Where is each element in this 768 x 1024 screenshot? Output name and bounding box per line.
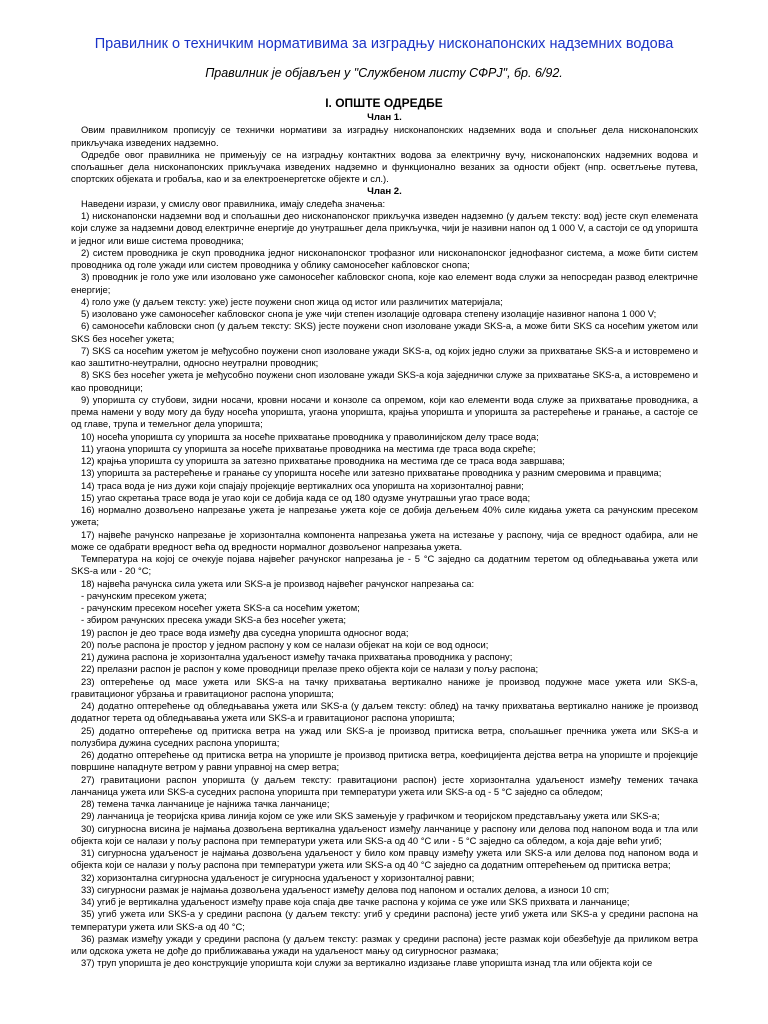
paragraph: 29) ланчаница је теоријска крива линија којом се уже или SKS замењује у графичком и теоријском представљању ужета или SKS-a; xyxy=(81,810,660,822)
paragraph: 5) изоловано уже самоносећег кабловског снопа је уже чији степен изолације одговара степену изолације називног напона 1 000 V; xyxy=(81,308,657,319)
paragraph: - рачунским пресеком носећег ужета SKS-a са носећим ужетом; xyxy=(81,602,360,613)
publication-note: Правилник је објављен у "Службеном листу СФРЈ", бр. 6/92. xyxy=(205,66,563,80)
paragraph: 13) упоришта за растерећење и гранање су упоришта носеће или затезно прихватање проводника у разним смеровима и правцима; xyxy=(81,467,662,479)
paragraph: 31) сигурносна удаљеност је најмања дозвољена удаљеност у било ком правцу између ужета или SKS-a или делова под напоном вода и објекта који се налази у пољу распона при температури ужета или SKS-a од 40 °C заједно са додатним оптерећењем од притиска ветра; xyxy=(71,847,698,871)
paragraph: 22) прелазни распон је распон у коме проводници прелазе преко објекта који се налази у пољу распона; xyxy=(81,663,539,675)
paragraph: 16) нормално дозвољено напрезање ужета је напрезање ужета које се добија дељењем 40% силе кидања ужета са рачунским пресеком ужета; xyxy=(71,504,698,528)
article-heading: Члан 1. xyxy=(367,112,402,123)
paragraph: 26) додатно оптерећење од притиска ветра на упориште је производ притиска ветра, коефицијента дејства ветра на упориште и пројекције површине нападнуте ветром у равни управној на смер ветра; xyxy=(71,749,698,773)
paragraph: 4) голо уже (у даљем тексту: уже) јесте поужени сноп жица од истог или различитих материјала; xyxy=(81,295,503,307)
paragraph: 24) додатно оптерећење од обледњавања ужета или SKS-a (у даљем тексту: облед) на тачку прихватања вертикално наниже је производ додатног терета од обледњавања ужета или SKS-a и гравитационог распона упоришта; xyxy=(71,700,698,724)
paragraph: 17) највеће рачунско напрезање је хоризонтална компонента напрезања ужета на истезање у распону, чија се вредност одабира, али не може се одабрати вредност већа од вредности нормалног дозвољеног напрезања ужета. xyxy=(71,528,698,552)
paragraph: Наведени изрази, у смислу овог правилника, имају следећа значења: xyxy=(81,197,386,209)
paragraph: 2) систем проводника је скуп проводника једног нисконапонског трофазног или нисконапонског једнофазног система, а може бити систем проводника од голе ужади или систем проводника у облику самоносећег кабловског снопа; xyxy=(71,246,698,270)
paragraph: 32) хоризонтална сигурносна удаљеност је сигурносна удаљеност у хоризонталној равни; xyxy=(81,871,475,883)
paragraph: 34) угиб је вертикална удаљеност између праве која спаја две тачке распона у којима се уже или SKS прихвата и ланчанице; xyxy=(81,896,630,907)
paragraph: 19) распон је део трасе вода између два суседна упоришта односног вода; xyxy=(81,626,409,638)
section-heading: I. ОПШТЕ ОДРЕДБЕ xyxy=(325,96,443,110)
document-title[interactable]: Правилник о техничким нормативима за изградњу нисконапонских надземних водова xyxy=(94,36,674,52)
paragraph: Температура на којој се очекује појава највећег рачунског напрезања је - 5 °C заједно са додатним теретом од обледњавања ужета или SKS-a или - 20 °C; xyxy=(71,553,698,577)
paragraph: 37) труп упоришта је део конструкције упоришта који служи за вертикално издизање главе упоришта изнад тла или објекта који се xyxy=(81,957,653,969)
paragraph: 11) угаона упоришта су упоришта за носеће прихватање проводника на местима где траса вода скреће; xyxy=(81,442,536,454)
paragraph: 20) поље распона је простор у једном распону у ком се налази објекат на који се вод односи; xyxy=(81,638,489,650)
paragraph: 27) гравитациони распон упоришта (у даљем тексту: гравитациони распон) јесте хоризонтална удаљеност између темених тачака ланчаница ужета или SKS-a суседних распона упоришта при температури ужета или SKS-a од - 5 °C заједно са обледом; xyxy=(71,773,698,797)
paragraph: 30) сигурносна висина је најмања дозвољена вертикална удаљеност између ланчанице у распону или делова под напоном вода и тла или објекта који се налази у пољу распона при температури ужета или SKS-a од 40 °C или - 5 °C заједно са обледом, а која даје већи угиб; xyxy=(71,822,698,846)
paragraph: 3) проводник је голо уже или изоловано уже самоносећег кабловског снопа, које као елемент вода служи за непосредан развод електричне енергије; xyxy=(71,271,698,295)
article-heading: Члан 2. xyxy=(367,185,402,197)
paragraph: 7) SKS са носећим ужетом је међусобно поужени сноп изоловане ужади SKS-a, од којих једно служи за прихватање SKS-a и истовремено и као заштитно-неутрални, односно неутрални проводник; xyxy=(71,344,698,368)
paragraph: 8) SKS без носећег ужета је међусобно поужени сноп изоловане ужади SKS-a која заједнички служе за прихватање SKS-a, а истовремено и као проводници; xyxy=(71,369,698,393)
paragraph: 9) упоришта су стубови, зидни носачи, кровни носачи и конзоле са опремом, који као елементи вода служе за прихватање проводника, а према намени у воду могу да буду носећа упоришта, угаона упоришта, крајња упоришта и упоришта за растерећење и гранање, а састоје се од главе, трупа и темељног дела упоришта; xyxy=(71,393,698,430)
paragraph: 10) носећа упоришта су упоришта за носеће прихватање проводника у праволинијском делу трасе вода; xyxy=(81,430,539,442)
paragraph: 14) траса вода је низ дужи који спајају пројекције вертикалних оса упоришта на хоризонталној равни; xyxy=(81,479,524,491)
document-body xyxy=(71,112,698,970)
paragraph: 33) сигурносни размак је најмања дозвољена удаљеност између делова под напоном и осталих делова, а износи 10 cm; xyxy=(81,883,610,895)
paragraph: 18) највећа рачунска сила ужета или SKS-a је производ највећег рачунског напрезања са: xyxy=(81,577,475,589)
paragraph: 15) угао скретања трасе вода је угао који се добија када се од 180 одузме унутрашњи угао трасе вода; xyxy=(81,491,531,503)
paragraph: 1) нисконапонски надземни вод и спољашњи део нисконапонског прикључка изведен надземно (у даљем тексту: вод) јесте скуп елемената који служе за надземни довод електричне енергије до унутрашњег дела прикључка, чији је називни напон од 1 000 V, а састоји се од упоришта и једног или више система проводника; xyxy=(71,210,698,246)
paragraph: 25) додатно оптерећење од притиска ветра на ужад или SKS-a је производ притиска ветра, спољашњег пречника ужета или SKS-a и полузбира дужина суседних распона упоришта; xyxy=(71,724,698,748)
paragraph: 6) самоносећи кабловски сноп (у даљем тексту: SKS) јесте поужени сноп изоловане ужади SKS-a, а може бити SKS са носећим ужетом или SKS без носећег ужета; xyxy=(71,320,698,344)
paragraph: - збиром рачунских пресека ужади SKS-a без носећег ужета; xyxy=(81,614,347,626)
paragraph: Овим правилником прописују се технички нормативи за изградњу нисконапонских надземних вода и спољњег дела нисконапонских прикључака изведених надземно. xyxy=(71,124,698,148)
paragraph: - рачунским пресеком ужета; xyxy=(81,589,207,601)
paragraph: Одредбе овог правилника не примењују се на изградњу контактних водова за електричну вучу, нисконапонских надземних водова и спољашњег дела нисконапонских прикључака изведених надземно и функционално везаних за одности објект (нпр. осветљење путева, спортских објеката и гробаља, као и за електроенергетске објекте и сл.). xyxy=(71,148,698,185)
paragraph: 12) крајња упоришта су упоришта за затезно прихватање проводника на местима где се траса вода завршава; xyxy=(81,455,565,466)
paragraph: 28) темена тачка ланчанице је најнижа тачка ланчанице; xyxy=(81,798,330,809)
paragraph: 21) дужина распона је хоризонтална удаљеност између тачака прихватања проводника у распону; xyxy=(81,651,513,662)
paragraph: 23) оптерећење од масе ужета или SKS-a на тачку прихватања вертикално наниже је производ подужне масе ужета или SKS-a, гравитационог убрзања и гравитационог распона упоришта; xyxy=(71,675,698,699)
paragraph: 35) угиб ужета или SKS-a у средини распона (у даљем тексту: угиб у средини распона) јесте угиб ужета или SKS-a у средини распона на температури ужета или SKS-a од 40 °C; xyxy=(71,908,698,932)
paragraph: 36) размак између ужади у средини распона (у даљем тексту: размак у средини распона) јесте размак који обезбеђује да приликом ветра или одскока ужета не дође до приближавања ужади на удаљеност мању од сигурносног размака; xyxy=(71,932,698,956)
